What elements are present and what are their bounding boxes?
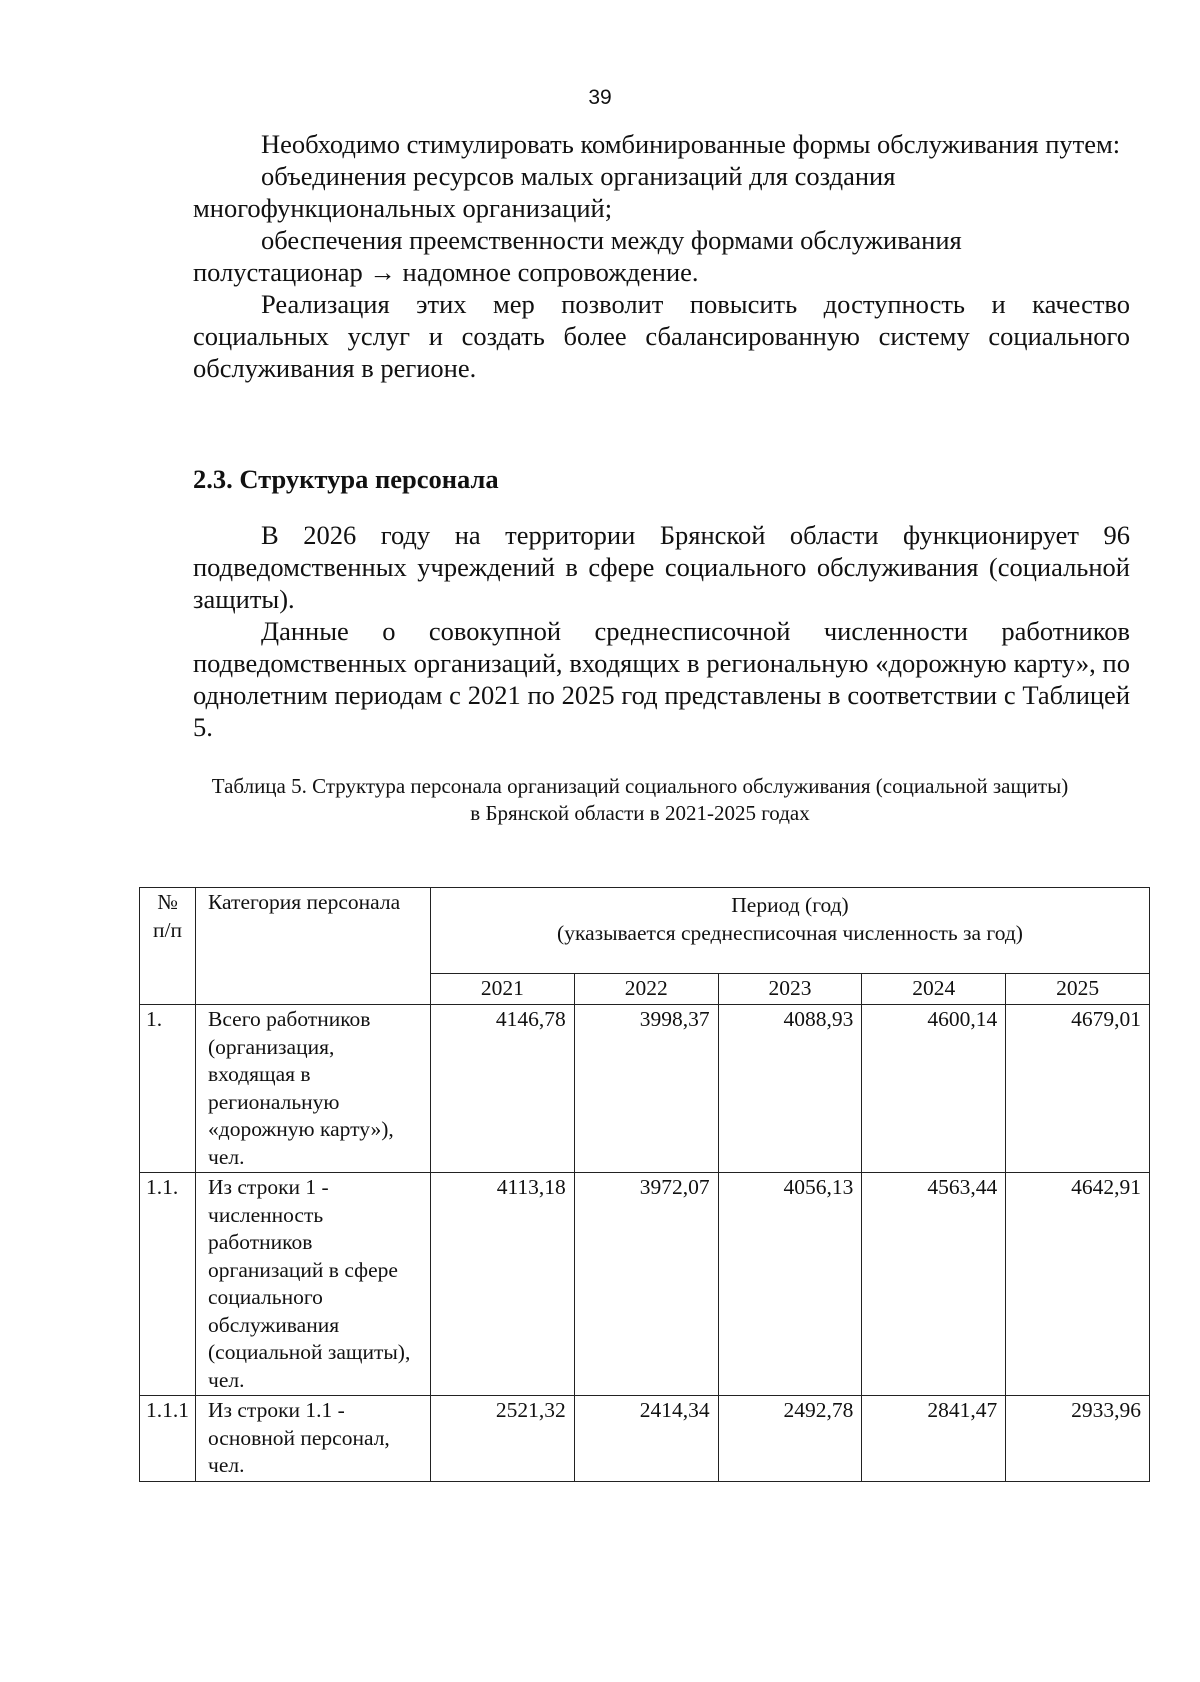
section-heading: 2.3. Структура персонала [193, 464, 499, 494]
row-number: 1.1.1 [140, 1396, 196, 1482]
row-value-2023: 4088,93 [718, 1005, 862, 1173]
row-value-2025: 2933,96 [1006, 1396, 1150, 1482]
header-period-note: (указывается среднесписочная численность за год) [557, 920, 1023, 945]
intro-text [193, 128, 1130, 384]
table-header-row [140, 888, 1150, 974]
year-2021: 2021 [431, 974, 575, 1005]
row-value-2024: 2841,47 [862, 1396, 1006, 1482]
staff-table [139, 887, 1150, 1482]
page-number: 39 [588, 86, 612, 109]
intro-paragraph-3-line-1: обеспечения преемственности между формами обслуживания [261, 225, 962, 255]
table-caption [140, 773, 1140, 827]
header-period [431, 888, 1150, 974]
row-category: Всего работников (организация, входящая в региональную «дорожную карту»), чел. [196, 1005, 431, 1173]
row-value-2024: 4600,14 [862, 1005, 1006, 1173]
row-value-2022: 3972,07 [574, 1173, 718, 1396]
row-category: Из строки 1.1 - основной персонал, чел. [196, 1396, 431, 1482]
row-category: Из строки 1 - численность работников организаций в сфере социального обслуживания (социальной защиты), чел. [196, 1173, 431, 1396]
table-caption-line-2: в Брянской области в 2021-2025 годах [470, 801, 810, 825]
row-number: 1.1. [140, 1173, 196, 1396]
section-paragraph-2: Данные о совокупной среднесписочной численности работников подведомственных организаций, входящих в региональную «дорожную карту», по однолетним периодам с 2021 по 2025 год представлены в соответствии с Таблицей 5. [193, 616, 1130, 742]
table-row [140, 1396, 1150, 1482]
row-value-2023: 2492,78 [718, 1396, 862, 1482]
row-value-2025: 4642,91 [1006, 1173, 1150, 1396]
intro-paragraph-2-line-2: многофункциональных организаций; [193, 193, 613, 223]
year-2024: 2024 [862, 974, 1006, 1005]
header-number: № п/п [140, 888, 196, 1005]
intro-paragraph-3-line-2: полустационар → надомное сопровождение. [193, 257, 699, 287]
section-text [193, 519, 1130, 743]
row-value-2022: 3998,37 [574, 1005, 718, 1173]
row-number: 1. [140, 1005, 196, 1173]
intro-paragraph-1: Необходимо стимулировать комбинированные формы обслуживания путем: [261, 129, 1121, 159]
table-row [140, 1005, 1150, 1173]
row-value-2021: 2521,32 [431, 1396, 575, 1482]
row-value-2025: 4679,01 [1006, 1005, 1150, 1173]
year-2023: 2023 [718, 974, 862, 1005]
row-value-2022: 2414,34 [574, 1396, 718, 1482]
row-value-2024: 4563,44 [862, 1173, 1006, 1396]
section-paragraph-1: В 2026 году на территории Брянской области функционирует 96 подведомственных учреждений в сфере социального обслуживания (социальной защиты). [193, 520, 1130, 614]
row-value-2021: 4113,18 [431, 1173, 575, 1396]
table-row [140, 1173, 1150, 1396]
year-2022: 2022 [574, 974, 718, 1005]
intro-paragraph-4: Реализация этих мер позволит повысить доступность и качество социальных услуг и создать более сбалансированную систему социального обслуживания в регионе. [193, 289, 1130, 383]
header-category: Категория персонала [196, 888, 431, 1005]
year-2025: 2025 [1006, 974, 1150, 1005]
intro-paragraph-2-line-1: объединения ресурсов малых организаций для создания [261, 161, 896, 191]
header-period-title: Период (год) [731, 893, 849, 917]
row-value-2021: 4146,78 [431, 1005, 575, 1173]
table-caption-line-1: Таблица 5. Структура персонала организаций социального обслуживания (социальной защиты) [211, 774, 1069, 798]
row-value-2023: 4056,13 [718, 1173, 862, 1396]
